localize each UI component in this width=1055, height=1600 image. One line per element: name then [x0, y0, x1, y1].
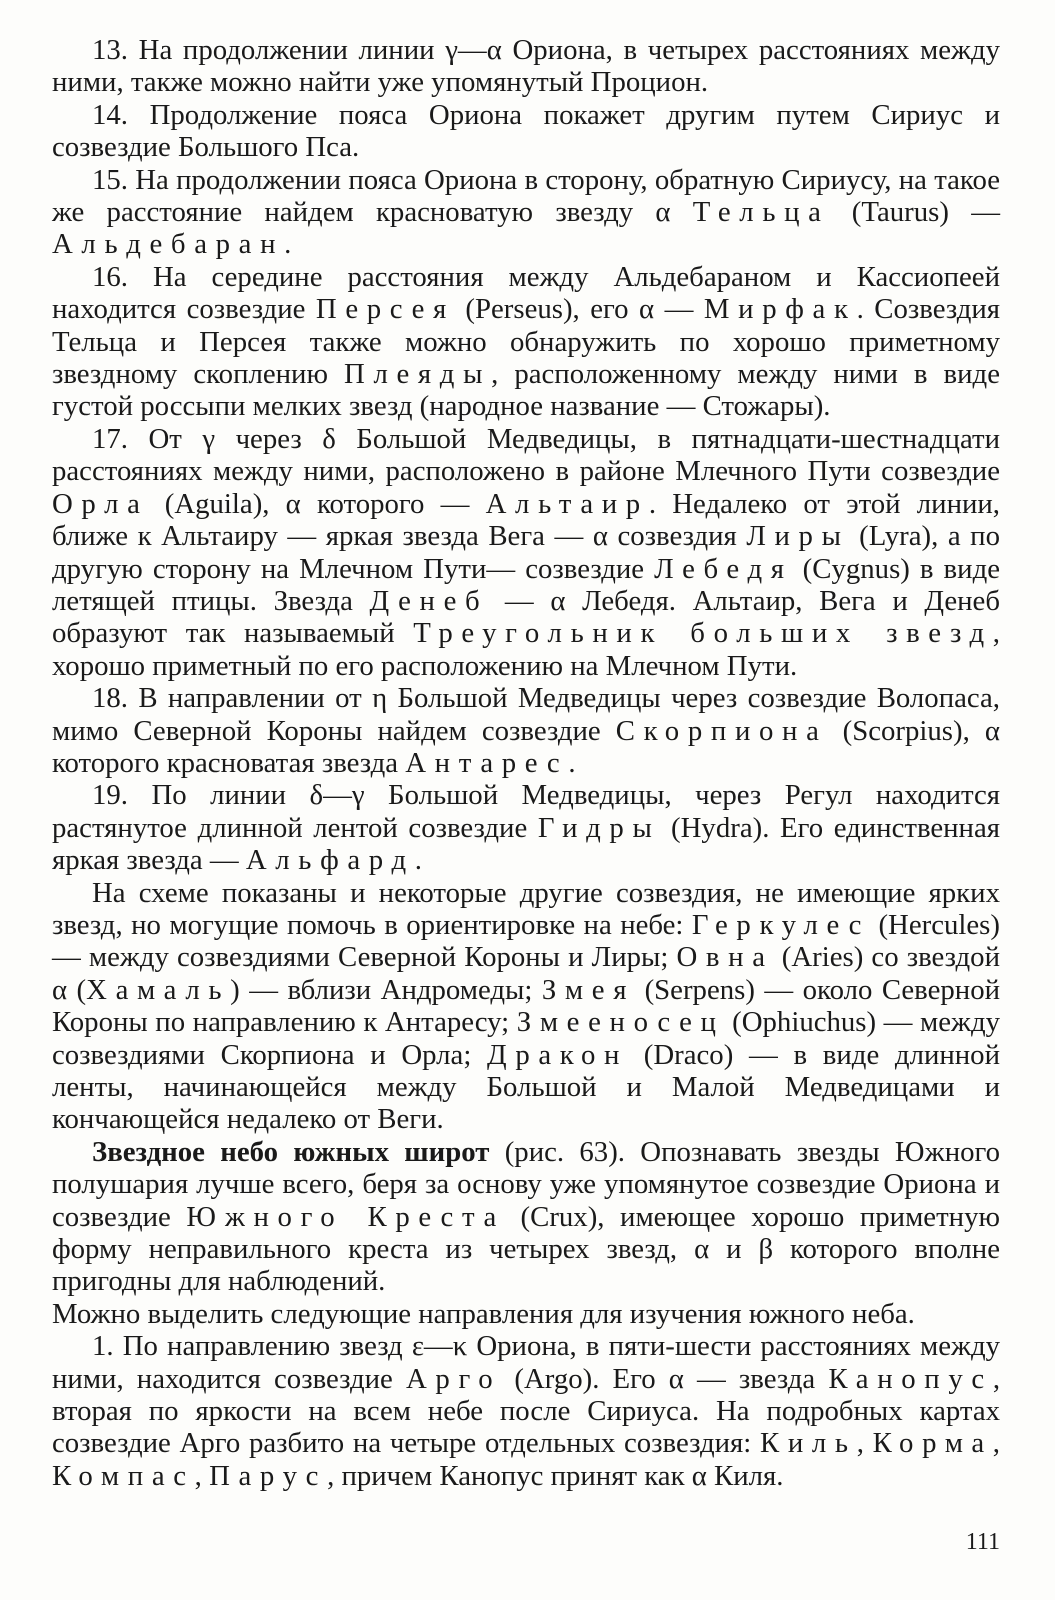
text-run: (Aries) со звездой α (	[52, 941, 1000, 1006]
spaced-term: Корма	[872, 1427, 993, 1460]
spaced-term: Персея	[315, 293, 455, 326]
text-run: (Hercules) — между созвездиями Северной Короны и Лиры;	[52, 908, 1000, 974]
spaced-term: Альфард	[245, 844, 415, 877]
spaced-term: Альтаир	[485, 487, 649, 520]
paragraph-14	[52, 99, 1000, 164]
spaced-term: Киль	[760, 1427, 857, 1460]
text-run: (Draco) — в виде длинной ленты, начинающейся между Большой и Малой Медведицами и кончающейся недалеко от Веги.	[52, 1038, 1000, 1136]
spaced-term: Орла	[52, 487, 149, 520]
text-run: , хорошо приметный по его расположению на Млечном Пути.	[52, 617, 1000, 682]
text-run: 15. На продолжении пояса Ориона в сторону, обратную Сириусу, на такое же расстояние найдем красноватую звезду α	[52, 163, 1000, 229]
text-run: (Aguila), α которого —	[148, 487, 486, 520]
paragraph-19	[52, 779, 1000, 876]
bold-heading: Звездное небо южных широт	[92, 1135, 490, 1168]
text-run: 1. По направлению звезд ε—κ Ориона, в пяти-шести расстояниях между ними, находится созвездие	[52, 1330, 1000, 1395]
spaced-term: Альдебаран	[52, 228, 285, 261]
text-run: , вторая по яркости на всем небе после Сириуса. На подробных картах созвездие Арго разбито на четыре отдельных созвездия:	[52, 1362, 1001, 1460]
text-run: Можно выделить следующие направления для изучения южного неба.	[52, 1297, 915, 1330]
spaced-term: Денеб	[369, 584, 489, 617]
text-run: (рис. 63). Опознавать звезды Южного полушария лучше всего, беря за основу уже упомянутое созвездие Ориона и созвездие	[52, 1135, 1001, 1233]
text-run: .	[414, 844, 422, 877]
text-run: . Недалеко от этой линии, ближе к Альтаиру — яркая звезда Вега — α созвездия	[52, 487, 1000, 553]
spaced-term: Треугольник больших звезд	[413, 617, 993, 650]
paragraph-13	[52, 34, 1000, 99]
text-run: (Ophiuchus) — между созвездиями Скорпиона и Орла;	[52, 1006, 1000, 1071]
spaced-term: Парус	[209, 1459, 328, 1492]
text-run: 19. По линии δ—γ Большой Медведицы, через Регул находится растянутое длинной лентой созвездие	[52, 779, 1000, 844]
spaced-term: Лиры	[746, 520, 850, 553]
text-run: (Crux), имеющее хорошо приметную форму неправильного креста из четырех звезд, α и β которого вполне пригодны для наблюдений.	[52, 1200, 1000, 1298]
paragraph-18	[52, 682, 1000, 779]
text-run: (Argo). Его α — звезда	[501, 1362, 829, 1395]
spaced-term: Хамаль	[86, 973, 231, 1006]
text-run: 17. От γ через δ Большой Медведицы, в пятнадцати-шестнадцати расстояниях между ними, расположено в районе Млечного Пути созвездие	[52, 422, 1000, 488]
text-run: ,	[194, 1459, 210, 1492]
spaced-term: Скорпиона	[615, 714, 828, 747]
paragraph-15	[52, 164, 1000, 261]
page-number: 111	[965, 1529, 1000, 1555]
spaced-term: Овна	[676, 941, 774, 974]
text-run: (Cygnus) в виде летящей птицы. Звезда	[52, 552, 1000, 617]
spaced-term: Южного Креста	[186, 1200, 505, 1233]
text-run: 18. В направлении от η Большой Медведицы через созвездие Волопаса, мимо Северной Короны найдем созвездие	[52, 682, 1000, 747]
text-run: ) — вблизи Андромеды;	[230, 973, 542, 1006]
paragraph-16	[52, 261, 1000, 423]
spaced-term: Плеяды	[344, 358, 492, 391]
paragraph-directions-intro	[52, 1298, 1000, 1330]
text-run: На схеме показаны и некоторые другие созвездия, не имеющие ярких звезд, но могущие помочь в ориентировке на небе:	[52, 876, 1000, 941]
spaced-term: Антарес	[405, 746, 569, 779]
paragraph-south-1	[52, 1330, 1000, 1492]
spaced-term: Канопус	[828, 1362, 993, 1395]
text-run: 14. Продолжение пояса Ориона покажет другим путем Сириус и созвездие Большого Пса.	[52, 98, 1000, 164]
text-run: , расположенному между ними в виде густой россыпи мелких звезд (народное название — Стожары).	[52, 358, 1000, 423]
text-run: ,	[856, 1427, 873, 1460]
text-run: ,	[992, 1427, 1000, 1460]
spaced-term: Арго	[405, 1362, 502, 1395]
spaced-term: Дракон	[487, 1038, 629, 1071]
text-run: .	[568, 746, 576, 779]
text-run: (Scorpius), α которого красноватая звезда	[52, 714, 1000, 779]
paragraph-17	[52, 423, 1000, 682]
page-text	[52, 34, 1000, 1492]
paragraph-southern-sky	[52, 1136, 1000, 1298]
text-run: 13. На продолжении линии γ—α Ориона, в четырех расстояниях между ними, также можно найти уже упомянутый Процион.	[52, 34, 1000, 99]
text-run: (Perseus), его α —	[454, 293, 704, 326]
spaced-term: Змееносец	[516, 1006, 725, 1039]
text-run: — α Лебедя. Альтаир, Вега и Денеб образуют так называемый	[52, 584, 1000, 650]
text-run: , причем Канопус принят как α Киля.	[327, 1459, 784, 1492]
spaced-term: Компас	[52, 1459, 195, 1492]
text-run: (Lyra), а по другую сторону на Млечном Пути— созвездие	[52, 520, 1000, 585]
text-run: (Taurus) —	[829, 196, 1000, 229]
spaced-term: Лебедя	[654, 552, 793, 585]
spaced-term: Мирфак	[703, 293, 857, 326]
text-run: 16. На середине расстояния между Альдебараном и Кассиопеей находится созвездие	[52, 260, 1000, 326]
text-run: . Созвездия Тельца и Персея также можно обнаружить по хорошо приметному звездному скоплению	[52, 293, 1000, 391]
spaced-term: Тельца	[692, 196, 830, 229]
text-run: (Serpens) — около Северной Короны по направлению к Антаресу;	[52, 973, 1001, 1039]
text-run: (Hydra). Его единственная яркая звезда —	[52, 811, 1000, 877]
spaced-term: Геркулес	[691, 908, 871, 941]
spaced-term: Змея	[541, 973, 636, 1006]
text-run: .	[284, 228, 292, 261]
paragraph-other-constellations	[52, 877, 1000, 1136]
spaced-term: Гидры	[537, 811, 661, 844]
